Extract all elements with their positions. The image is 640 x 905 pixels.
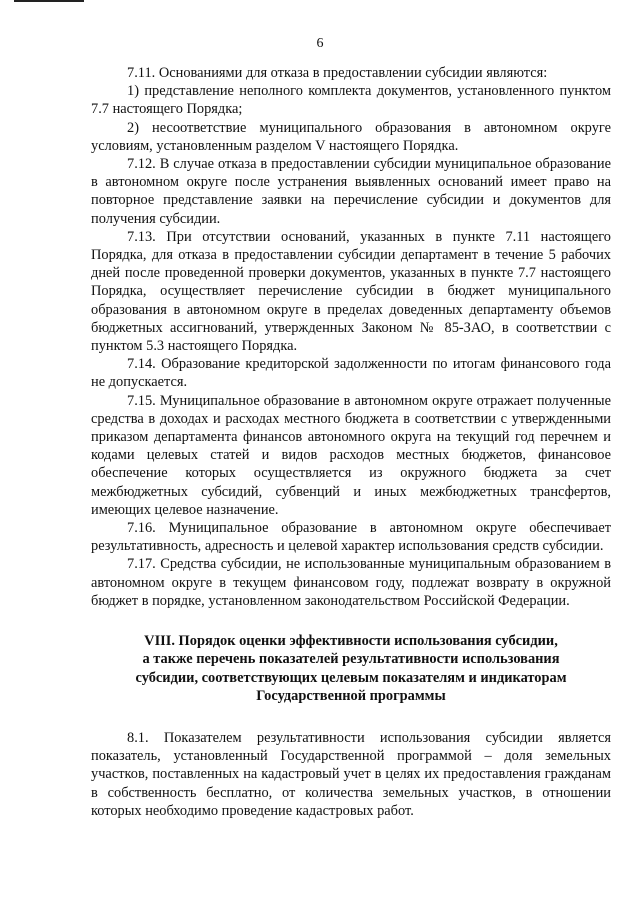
section-heading-viii <box>91 632 611 705</box>
paragraph-7-11: 7.11. Основаниями для отказа в предоставлении субсидии являются: <box>127 65 548 81</box>
paragraph-7-13: 7.13. При отсутствии оснований, указанных в пункте 7.11 настоящего Порядка, для отказа в предоставлении субсидии департамент в течение 5 рабочих дней после проведенной проверки документов, указанных в пункте 7.7 настоящего Порядка, осуществляет перечисление субсидии в бюджет муниципального образования в автономном округе в пределах доведенных департаменту объемов бюджетных ассигнований, утвержденных Законом № 85-ЗАО, в соответствии с пунктом 5.3 настоящего Порядка. <box>91 228 611 355</box>
paragraph-7-11-item-2: 2) несоответствие муниципального образования в автономном округе условиям, установленным разделом V настоящего Порядка. <box>91 119 611 154</box>
paragraph-7-15: 7.15. Муниципальное образование в автономном округе отражает полученные средства в доходах и расходах местного бюджета в соответствии с утвержденными приказом департамента финансов автономного округа на текущий год перечнем и кодами целевых статей и видов расходов местных бюджетов, финансовое обеспечение которых осуществляется из окружного бюджета за счет межбюджетных субсидий, субвенций и иных межбюджетных трансфертов, имеющих целевое назначение. <box>91 392 611 518</box>
paragraph-8-1: 8.1. Показателем результативности использования субсидии является показатель, установленный Государственной программой – доля земельных участков, поставленных на кадастровый учет в целях их предоставления гражданам в собственность бесплатно, от количества земельных участков, в отношении которых необходимо проведение кадастровых работ. <box>91 729 611 819</box>
page-number: 6 <box>316 36 324 51</box>
paragraph-7-14: 7.14. Образование кредиторской задолженности по итогам финансового года не допускается. <box>91 356 611 391</box>
section-heading-line: а также перечень показателей результативности использования <box>142 651 560 668</box>
paragraph-7-12: 7.12. В случае отказа в предоставлении субсидии муниципальное образование в автономном округе после устранения выявленных оснований имеет право на повторное представление заявки на перечисление субсидии и документов для получения субсидии. <box>91 156 611 227</box>
paragraph-7-16: 7.16. Муниципальное образование в автономном округе обеспечивает результативность, адресность и целевой характер использования средств субсидии. <box>91 520 611 555</box>
section-heading-line: Государственной программы <box>256 687 446 704</box>
section-heading-line: субсидии, соответствующих целевым показателям и индикаторам <box>135 669 567 686</box>
section-heading-line: VIII. Порядок оценки эффективности использования субсидии, <box>144 633 558 650</box>
scan-edge-mark <box>14 0 84 2</box>
document-body <box>91 64 611 820</box>
paragraph-7-11-item-1: 1) представление неполного комплекта документов, установленного пунктом 7.7 настоящего Порядка; <box>91 83 611 118</box>
paragraph-7-17: 7.17. Средства субсидии, не использованные муниципальным образованием в автономном округе в текущем финансовом году, подлежат возврату в окружной бюджет в порядке, установленном законодательством Российской Федерации. <box>91 556 611 609</box>
